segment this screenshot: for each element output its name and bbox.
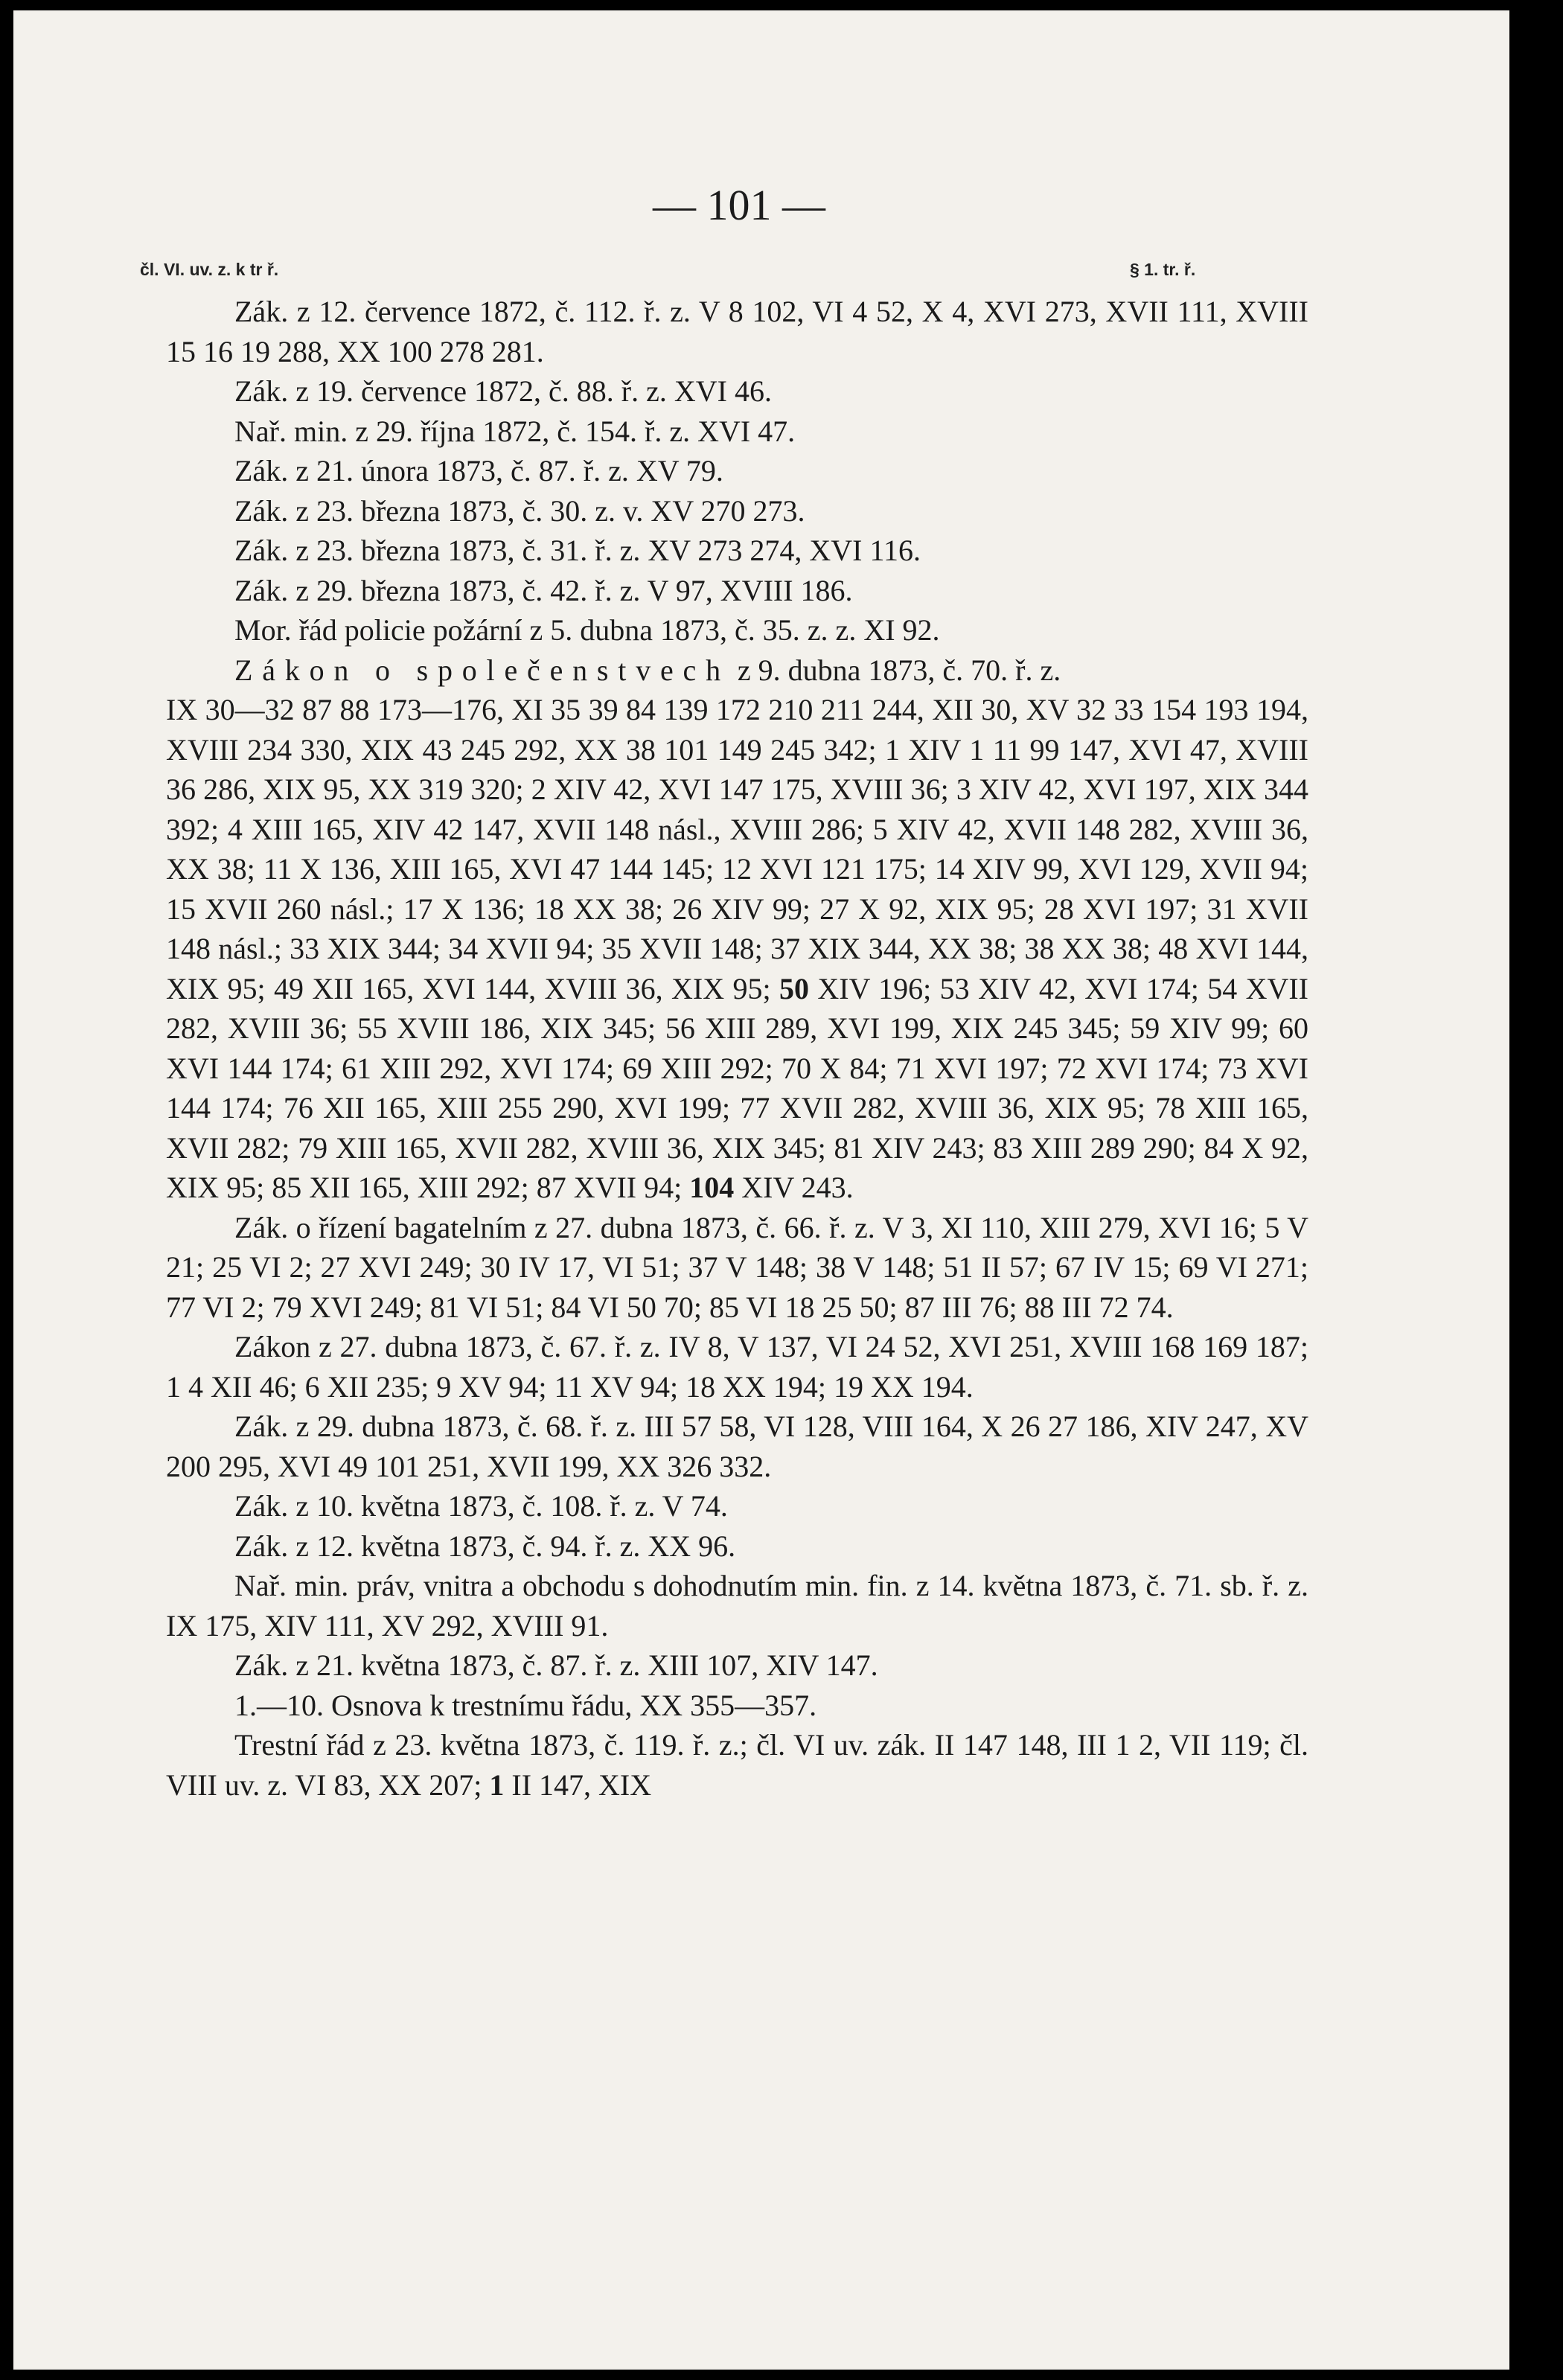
entry-paragraph: Zák. o řízení bagatelním z 27. dubna 1873, č. 66. ř. z. V 3, XI 110, XIII 279, XVI 16; 5 V 21; 25 VI 2; 27 XVI 249; 30 IV 17, VI 51; 37 V 148; 38 V 148; 51 II 57; 67 IV 15; 69 VI 271; 77 VI 2; 79 XVI 249; 81 VI 51; 84 VI 50 70; 85 VI 18 25 50; 87 III 76; 88 III 72 74.: [166, 1210, 1308, 1324]
entry-paragraph: Zák. z 12. května 1873, č. 94. ř. z. XX 96.: [234, 1529, 736, 1563]
entry-paragraph: Nař. min. práv, vnitra a obchodu s dohodnutím min. fin. z 14. května 1873, č. 71. sb. ř. z. IX 175, XIV 111, XV 292, XVIII 91.: [166, 1569, 1308, 1642]
entry-paragraph: Zák. z 12. července 1872, č. 112. ř. z. V 8 102, VI 4 52, X 4, XVI 273, XVII 111, XVIII 15 16 19 288, XX 100 278 281.: [166, 295, 1308, 368]
societies-act-references: [166, 690, 1308, 1208]
reference-text: Trestní řád z 23. května 1873, č. 119. ř. z.; čl. VI uv. zák. II 147 148, III 1 2, VII 119; čl. VIII uv. z. VI 83, XX 207;: [166, 1728, 1308, 1802]
societies-act-entry: [166, 650, 1308, 691]
entry-paragraph: Zák. z 21. února 1873, č. 87. ř. z. XV 79.: [234, 454, 723, 487]
entry-paragraph: Zák. z 23. března 1873, č. 31. ř. z. XV 273 274, XVI 116.: [234, 534, 921, 567]
bold-section-number: 104: [689, 1171, 735, 1204]
entry-paragraph: Mor. řád policie požární z 5. dubna 1873, č. 35. z. z. XI 92.: [234, 613, 940, 647]
societies-act-title: Zákon o společenstvech: [234, 653, 730, 687]
page-body: [166, 292, 1308, 1805]
entry-paragraph: Zák. z 23. března 1873, č. 30. z. v. XV 270 273.: [234, 493, 805, 528]
running-header-right: § 1. tr. ř.: [1130, 260, 1196, 279]
entry-paragraph: Nař. min. z 29. října 1872, č. 154. ř. z. XVI 47.: [234, 414, 796, 448]
page-number: — 101 —: [653, 181, 825, 229]
entry-paragraph: Zák. z 29. dubna 1873, č. 68. ř. z. III 57 58, VI 128, VIII 164, X 26 27 186, XIV 247, XV 200 295, XVI 49 101 251, XVII 199, XX 326 332.: [166, 1410, 1308, 1483]
reference-text: XIV 196; 53 XIV 42, XVI 174; 54 XVII 282, XVIII 36; 55 XVIII 186, XIX 345; 56 XIII 289, XVI 199, XIX 245 345; 59 XIV 99; 60 XVI 144 174; 61 XIII 292, XVI 174; 69 XIII 292; 70 X 84; 71 XVI 197; 72 XVI 174; 73 XVI 144 174; 76 XII 165, XIII 255 290, XVI 199; 77 XVII 282, XVIII 36, XIX 95; 78 XIII 165, XVII 282; 79 XIII 165, XVII 282, XVIII 36, XIX 345; 81 XIV 243; 83 XIII 289 290; 84 X 92, XIX 95; 85 XII 165, XIII 292; 87 XVII 94;: [166, 971, 1308, 1204]
entry-paragraph: Zák. z 21. května 1873, č. 87. ř. z. XIII 107, XIV 147.: [234, 1648, 878, 1682]
entry-paragraph: Zák. z 10. května 1873, č. 108. ř. z. V 74.: [234, 1489, 728, 1523]
societies-act-citation: z 9. dubna 1873, č. 70. ř. z.: [729, 653, 1061, 687]
entry-paragraph: Zákon z 27. dubna 1873, č. 67. ř. z. IV 8, V 137, VI 24 52, XVI 251, XVIII 168 169 187; 1 4 XII 46; 6 XII 235; 9 XV 94; 11 XV 94; 18 XX 194; 19 XX 194.: [166, 1330, 1308, 1404]
entry-paragraph: Zák. z 29. března 1873, č. 42. ř. z. V 97, XVIII 186.: [234, 573, 853, 607]
bold-section-number: 50: [779, 971, 810, 1005]
bold-section-number: 1: [489, 1768, 505, 1802]
entry-paragraph: Zák. z 19. července 1872, č. 88. ř. z. XVI 46.: [234, 374, 772, 408]
entry-paragraph: 1.—10. Osnova k trestnímu řádu, XX 355—357.: [234, 1688, 817, 1722]
reference-text: IX 30—32 87 88 173—176, XI 35 39 84 139 172 210 211 244, XII 30, XV 32 33 154 193 194, XVIII 234 330, XIX 43 245 292, XX 38 101 149 245 342; 1 XIV 1 11 99 147, XVI 47, XVIII 36 286, XIX 95, XX 319 320; 2 XIV 42, XVI 147 175, XVIII 36; 3 XIV 42, XVI 197, XIX 344 392; 4 XIII 165, XIV 42 147, XVII 148 násl., XVIII 286; 5 XIV 42, XVII 148 282, XVIII 36, XX 38; 11 X 136, XIII 165, XVI 47 144 145; 12 XVI 121 175; 14 XIV 99, XVI 129, XVII 94; 15 XVII 260 násl.; 17 X 136; 18 XX 38; 26 XIV 99; 27 X 92, XIX 95; 28 XVI 197; 31 XVII 148 násl.; 33 XIX 344; 34 XVII 94; 35 XVII 148; 37 XIX 344, XX 38; 38 XX 38; 48 XVI 144, XIX 95; 49 XII 165, XVI 144, XVIII 36, XIX 95;: [166, 693, 1308, 1005]
reference-text: II 147, XIX: [504, 1768, 652, 1802]
reference-text: XIV 243.: [734, 1171, 854, 1204]
criminal-procedure-entry: [166, 1725, 1308, 1805]
book-page: [13, 10, 1509, 2370]
running-header-left: čl. VI. uv. z. k tr ř.: [140, 260, 279, 279]
